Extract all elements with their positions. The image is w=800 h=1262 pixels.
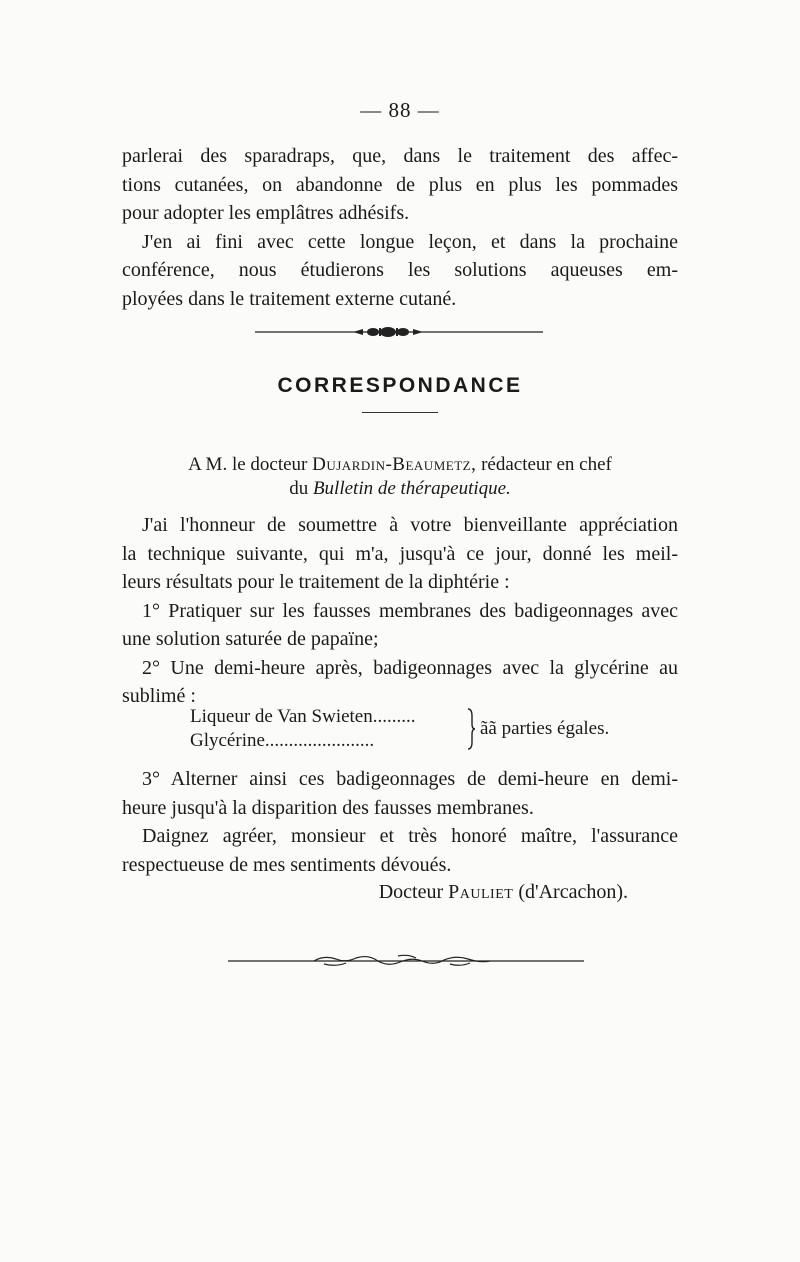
text-line: parlerai des sparadraps, que, dans le traitement des affec- [122,145,678,167]
title-underline [362,412,438,413]
text-line: 3° Alterner ainsi ces badigeonnages de demi-heure en demi- [142,768,678,790]
address-line-2 [0,476,800,502]
text-line: J'en ai fini avec cette longue leçon, et dans la prochaine [142,230,678,253]
formula-ingredient-1: Liqueur de Van Swieten......... [190,706,416,727]
signature [0,881,628,904]
address-line-1 [0,452,800,478]
page-number: — 88 — [360,98,440,122]
prescription-formula [190,706,630,756]
signatory-name: Pauliet [448,881,514,903]
section-title: CORRESPONDANCE [277,374,523,397]
formula-proportion: ãã parties égales. [480,718,610,739]
signature-suffix: (d'Arcachon). [513,881,628,903]
text-line: 1° Pratiquer sur les fausses membranes des badigeonnages avec [142,599,678,622]
curly-brace [466,708,476,750]
addressee-name: Dujardin-Beaumetz, [312,454,477,475]
text-line: la technique suivante, qui m'a, jusqu'à ce jour, donné les meil- [122,542,678,565]
text-line: respectueuse de mes sentiments dévoués. [122,853,452,876]
ornamental-separator [255,325,543,339]
text-line: J'ai l'honneur de soumettre à votre bienveillante appréciation [142,514,678,536]
text-line: tions cutanées, on abandonne de plus en plus les pommades [122,173,678,196]
text-line: Daignez agréer, monsieur et très honoré maître, l'assurance [142,825,678,847]
address-suffix: rédacteur en chef [476,454,612,475]
text-line: 2° Une demi-heure après, badigeonnages avec la glycérine au [142,656,678,679]
text-line: conférence, nous étudierons les solutions aqueuses em- [122,259,678,281]
ornamental-end-rule [228,953,584,969]
letter-closing [122,765,678,879]
address-prefix: A M. le docteur [188,454,313,475]
text-line: ployées dans le traitement externe cutané. [122,287,457,310]
text-line: une solution saturée de papaïne; [122,628,379,650]
text-line: leurs résultats pour le traitement de la diphtérie : [122,571,510,593]
letter-body [122,511,678,711]
journal-title: Bulletin de thérapeutique. [312,478,511,499]
text-line: sublimé : [122,685,196,707]
intro-paragraph [122,142,678,313]
text-line: heure jusqu'à la disparition des fausses membranes. [122,796,534,819]
text-line: pour adopter les emplâtres adhésifs. [122,202,410,224]
signature-prefix: Docteur [378,881,449,903]
formula-ingredient-2: Glycérine....................... [190,730,375,751]
address-line2-prefix: du [289,478,313,499]
